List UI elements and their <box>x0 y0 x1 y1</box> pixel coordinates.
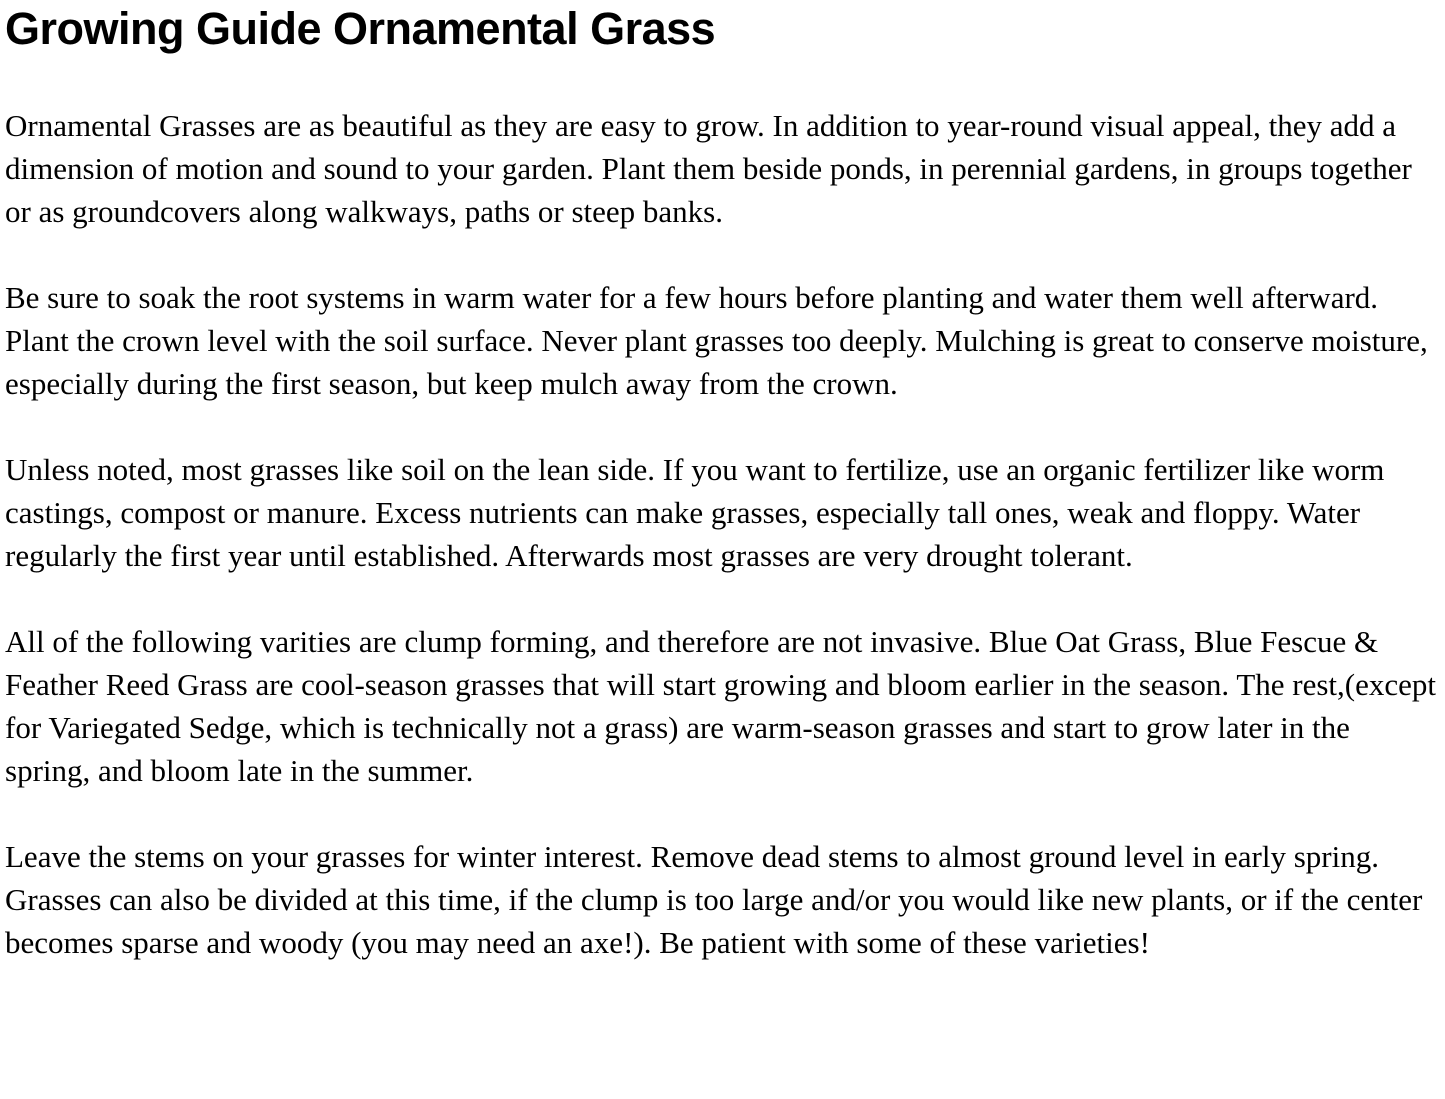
paragraph-intro: Ornamental Grasses are as beautiful as they are easy to grow. In addition to year-round visual appeal, they add a dimension of motion and sound to your garden. Plant them beside ponds, in perennial gardens, in groups together or as groundcovers along walkways, paths or steep banks. <box>5 108 1412 230</box>
page-title: Growing Guide Ornamental Grass <box>5 3 716 54</box>
paragraph-varieties: All of the following varities are clump forming, and therefore are not invasive. Blue Oat Grass, Blue Fescue & Feather Reed Grass are cool-season grasses that will start growing and bloom earlier in the season. The rest,(except for Variegated Sedge, which is technically not a grass) are warm-season grasses and start to grow later in the spring, and bloom late in the summer. <box>5 624 1436 789</box>
document-body <box>5 104 1439 964</box>
paragraph-soil-fertilizer: Unless noted, most grasses like soil on the lean side. If you want to fertilize, use an organic fertilizer like worm castings, compost or manure. Excess nutrients can make grasses, especially tall ones, weak and floppy. Water regularly the first year until established. Afterwards most grasses are very drought tolerant. <box>5 452 1385 574</box>
paragraph-planting: Be sure to soak the root systems in warm water for a few hours before planting and water them well afterward. Plant the crown level with the soil surface. Never plant grasses too deeply. Mulching is great to conserve moisture, especially during the first season, but keep mulch away from the crown. <box>5 280 1428 402</box>
paragraph-winter-care: Leave the stems on your grasses for winter interest. Remove dead stems to almost ground level in early spring. Grasses can also be divided at this time, if the clump is too large and/or you would like new plants, or if the center becomes sparse and woody (you may need an axe!). Be patient with some of these varieties! <box>5 839 1423 961</box>
